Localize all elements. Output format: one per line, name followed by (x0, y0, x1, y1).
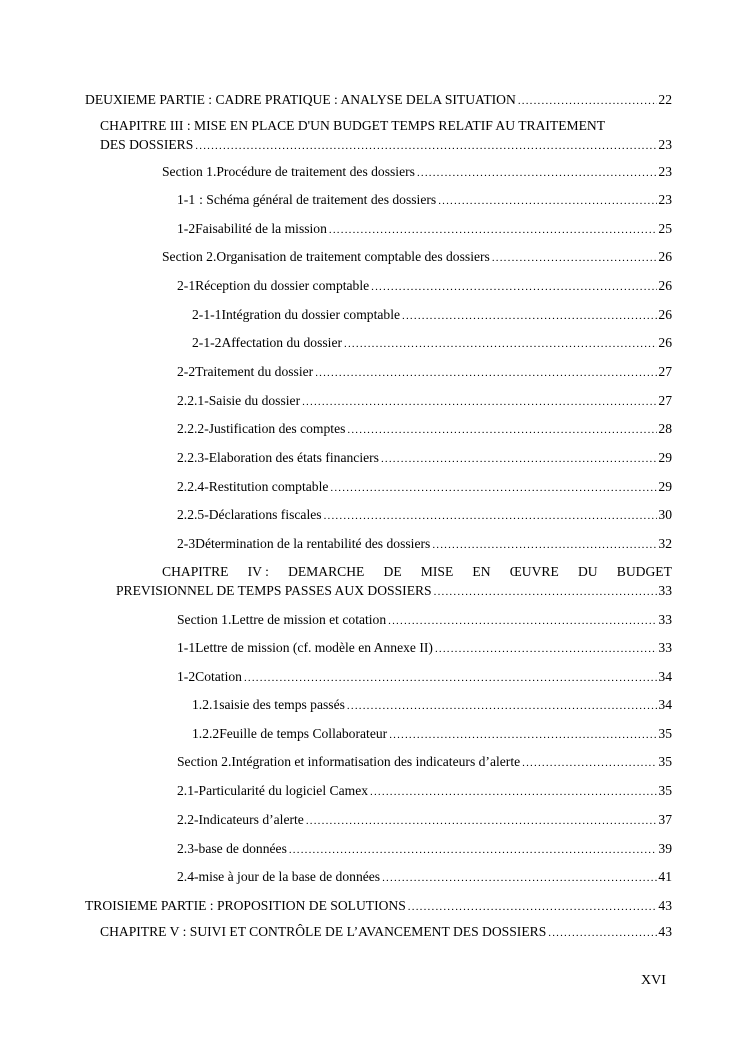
toc-entry-f1-2[interactable] (177, 668, 672, 686)
toc-entry-ch4[interactable] (116, 582, 672, 600)
toc-entry-f2-2[interactable] (177, 811, 672, 829)
toc-entry-2-2-4[interactable] (177, 478, 672, 496)
entry-page: 26 (658, 335, 672, 350)
toc-entry-1-1[interactable] (177, 191, 672, 209)
entry-page: 34 (658, 669, 672, 684)
entry-page: 25 (658, 221, 672, 236)
heading-word: CHAPITRE (162, 564, 229, 579)
dot-leader (435, 640, 657, 658)
entry-title: Indicateurs d’alerte (198, 812, 304, 827)
dot-leader (408, 898, 658, 916)
entry-title: Déclarations fiscales (208, 507, 322, 522)
toc-entry-2-2-3[interactable] (177, 449, 672, 467)
page-number: XVI (641, 973, 666, 988)
dot-leader (329, 221, 658, 239)
toc-entry-f1-2-2[interactable] (192, 725, 672, 743)
entry-title: Réception du dossier comptable (195, 278, 370, 293)
dot-leader (548, 924, 657, 942)
toc-entry-ch3-section2[interactable] (162, 248, 672, 266)
dot-leader (388, 612, 657, 630)
heading-word: ŒUVRE (509, 564, 559, 579)
toc-entry-ch4-section2[interactable] (177, 753, 672, 771)
toc-entry-2-2-2[interactable] (177, 420, 672, 438)
entry-number: 1.2.2 (192, 726, 220, 741)
entry-number: Section 1. (162, 164, 217, 179)
entry-title: Intégration et informatisation des indicateurs d’alerte (231, 754, 521, 769)
dot-leader (432, 536, 657, 554)
toc-entry-f1-2-1[interactable] (192, 696, 672, 714)
entry-page: 23 (658, 137, 672, 152)
entry-page: 43 (658, 924, 672, 939)
dot-leader (347, 421, 657, 439)
entry-number: 1-1 (177, 640, 196, 655)
dot-leader (302, 393, 657, 411)
entry-number: 2.2- (177, 812, 199, 827)
toc-entry-2-1[interactable] (177, 277, 672, 295)
dot-leader (434, 583, 658, 601)
entry-title: Saisie du dossier (208, 393, 301, 408)
dot-leader (330, 479, 657, 497)
entry-number: Section 2. (162, 249, 217, 264)
dot-leader (344, 335, 657, 353)
entry-page: 28 (658, 421, 672, 436)
entry-page: 30 (658, 507, 672, 522)
toc-entry-2-2[interactable] (177, 363, 672, 381)
heading-word: MISE (420, 564, 454, 579)
dot-leader (522, 754, 657, 772)
entry-number: 1-1 (177, 192, 196, 207)
entry-number: 2-1-2 (192, 335, 222, 350)
toc-entry-ch3-section1[interactable] (162, 163, 672, 181)
entry-number: 2.2.4- (177, 479, 209, 494)
toc-entry-ch5[interactable] (100, 923, 672, 941)
toc-entry-1-2[interactable] (177, 220, 672, 238)
toc-entry-part2[interactable] (85, 91, 672, 109)
dot-leader (389, 726, 657, 744)
entry-title: Traitement du dossier (195, 364, 314, 379)
dot-leader (370, 783, 657, 801)
entry-title: Lettre de mission et cotation (231, 612, 387, 627)
entry-number: 2-1 (177, 278, 196, 293)
entry-title: Intégration du dossier comptable (221, 307, 401, 322)
entry-number: 1.2.1 (192, 697, 220, 712)
entry-number: 2.1- (177, 783, 199, 798)
toc-entry-2-2-1[interactable] (177, 392, 672, 410)
entry-page: 23 (658, 192, 672, 207)
dot-leader (306, 812, 658, 830)
entry-page: 41 (658, 869, 672, 884)
entry-title: Faisabilité de la mission (195, 221, 327, 236)
entry-title: Organisation de traitement comptable des dossiers (216, 249, 490, 264)
entry-page: 22 (658, 92, 672, 107)
dot-leader (244, 669, 657, 687)
entry-page: 33 (658, 612, 672, 627)
toc-entry-ch3[interactable] (100, 136, 672, 154)
toc-entry-2-1-2[interactable] (192, 334, 672, 352)
entry-page: 27 (658, 393, 672, 408)
entry-number: 2.4- (177, 869, 199, 884)
dot-leader (195, 137, 657, 155)
toc-entry-part3[interactable] (85, 897, 672, 915)
dot-leader (324, 507, 658, 525)
entry-page: 23 (658, 164, 672, 179)
entry-page: 33 (658, 640, 672, 655)
toc-entry-f2-3[interactable] (177, 840, 672, 858)
entry-page: 32 (658, 536, 672, 551)
dot-leader (289, 841, 658, 859)
toc-entry-2-2-5[interactable] (177, 506, 672, 524)
entry-number: Section 1. (177, 612, 232, 627)
entry-title: Affectation du dossier (221, 335, 343, 350)
dot-leader (315, 364, 657, 382)
toc-entry-f2-1[interactable] (177, 782, 672, 800)
heading-word: DE (383, 564, 402, 579)
entry-title: Particularité du logiciel Camex (198, 783, 369, 798)
dot-leader (518, 92, 658, 110)
entry-page: 35 (658, 754, 672, 769)
entry-page: 29 (658, 479, 672, 494)
heading-word: EN (472, 564, 491, 579)
entry-page: 33 (658, 583, 672, 598)
entry-page: 26 (658, 278, 672, 293)
toc-entry-ch4-line1[interactable] (162, 563, 672, 581)
entry-page: 27 (658, 364, 672, 379)
dot-leader (438, 192, 657, 210)
toc-entry-2-3[interactable] (177, 535, 672, 553)
entry-page: 29 (658, 450, 672, 465)
entry-number: 2.2.3- (177, 450, 209, 465)
entry-title: : Schéma général de traitement des dossiers (199, 192, 437, 207)
entry-title: Cotation (195, 669, 242, 684)
heading-word: BUDGET (616, 564, 672, 579)
entry-number: 2.3- (177, 841, 199, 856)
entry-page: 26 (658, 307, 672, 322)
entry-number: 2.2.5- (177, 507, 209, 522)
entry-title: Feuille de temps Collaborateur (219, 726, 388, 741)
entry-page: 35 (658, 783, 672, 798)
entry-page: 43 (658, 898, 672, 913)
entry-number: 2-3 (177, 536, 196, 551)
entry-page: 34 (658, 697, 672, 712)
entry-number: 2.2.2- (177, 421, 209, 436)
entry-page: 35 (658, 726, 672, 741)
dot-leader (402, 307, 657, 325)
entry-number: 1-2 (177, 669, 196, 684)
dot-leader (492, 249, 658, 267)
toc-entry-2-1-1[interactable] (192, 306, 672, 324)
dot-leader (347, 697, 657, 715)
toc-entry-ch4-section1[interactable] (177, 611, 672, 629)
entry-title: PREVISIONNEL DE TEMPS PASSES AUX DOSSIERS (116, 583, 432, 598)
entry-title: Justification des comptes (208, 421, 346, 436)
entry-number: 2-2 (177, 364, 196, 379)
entry-title: DES DOSSIERS (100, 137, 194, 152)
heading-word: DU (577, 564, 598, 579)
entry-title: saisie des temps passés (219, 697, 345, 712)
entry-title: Restitution comptable (208, 479, 329, 494)
toc-entry-ch3-line1[interactable]: CHAPITRE III : MISE EN PLACE D'UN BUDGET TEMPS RELATIF AU TRAITEMENT (100, 118, 606, 133)
entry-number: 2.2.1- (177, 393, 209, 408)
entry-page: 26 (658, 249, 672, 264)
entry-page: 37 (658, 812, 672, 827)
entry-title: mise à jour de la base de données (198, 869, 381, 884)
dot-leader (371, 278, 657, 296)
entry-title: Lettre de mission (cf. modèle en Annexe II) (195, 640, 433, 655)
dot-leader (381, 450, 657, 468)
entry-page: 39 (658, 841, 672, 856)
entry-number: 1-2 (177, 221, 196, 236)
toc-entry-f1-1[interactable] (177, 639, 672, 657)
entry-title: CHAPITRE V : SUIVI ET CONTRÔLE DE L’AVANCEMENT DES DOSSIERS (100, 924, 547, 939)
dot-leader (382, 869, 657, 887)
entry-title: Elaboration des états financiers (208, 450, 379, 465)
entry-title: DEUXIEME PARTIE : CADRE PRATIQUE : ANALYSE DELA SITUATION (85, 92, 516, 107)
entry-number: Section 2. (177, 754, 232, 769)
entry-title: TROISIEME PARTIE : PROPOSITION DE SOLUTIONS (85, 898, 406, 913)
dot-leader (417, 164, 657, 182)
heading-word: IV : (247, 564, 269, 579)
heading-word: DEMARCHE (288, 564, 365, 579)
toc-entry-f2-4[interactable] (177, 868, 672, 886)
entry-title: Procédure de traitement des dossiers (216, 164, 415, 179)
entry-title: Détermination de la rentabilité des dossiers (195, 536, 431, 551)
entry-number: 2-1-1 (192, 307, 222, 322)
entry-title: base de données (198, 841, 287, 856)
